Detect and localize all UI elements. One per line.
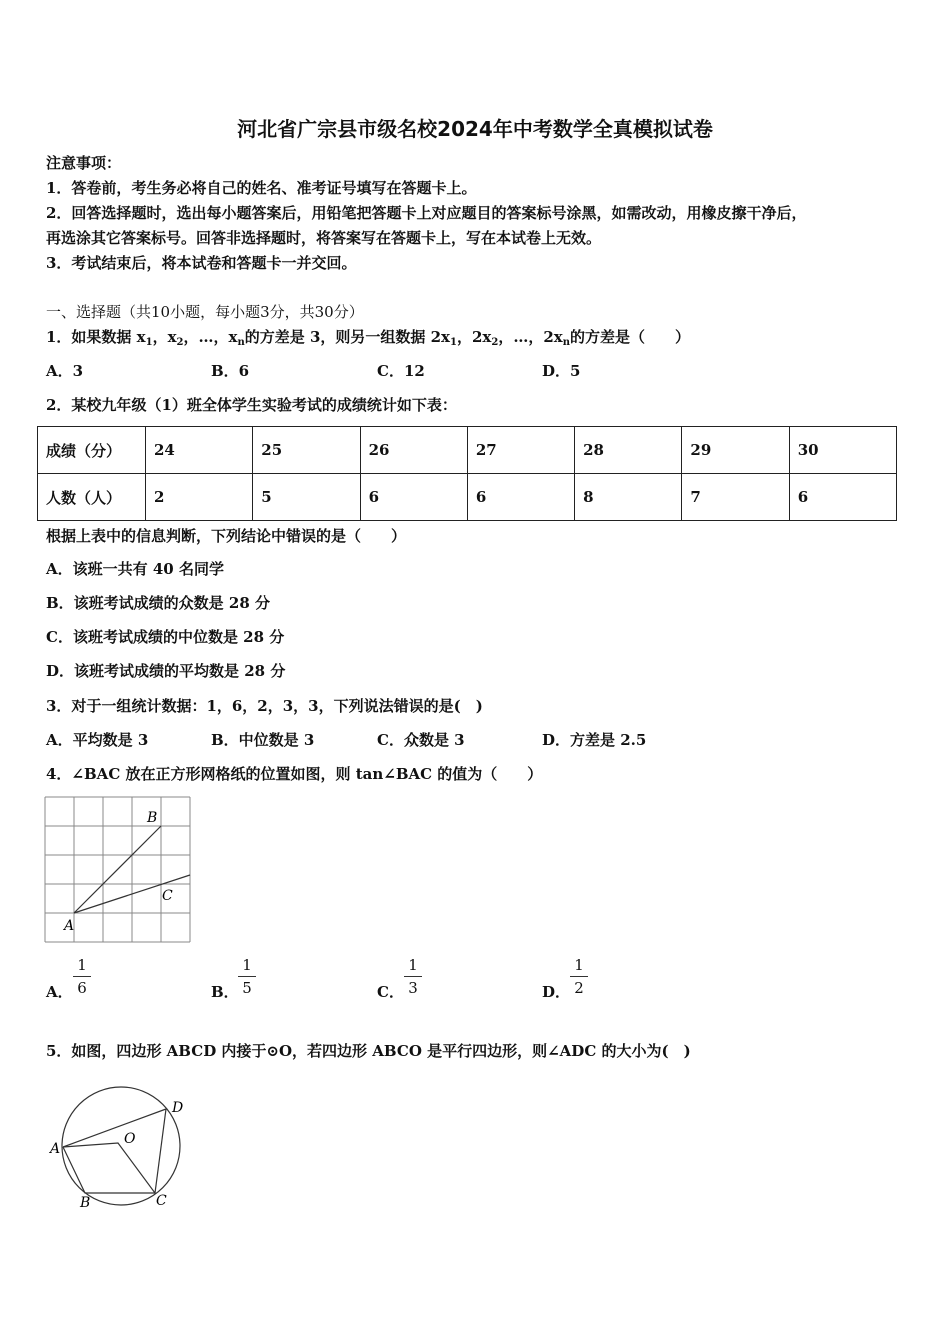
q1-option-b: B．6 bbox=[211, 362, 250, 380]
q4-option-b-label: B． bbox=[211, 983, 239, 1001]
q2-option-a: A．该班一共有 40 名同学 bbox=[46, 560, 224, 578]
q1-option-d: D．5 bbox=[542, 362, 581, 380]
q3-option-c: C．众数是 3 bbox=[377, 731, 465, 749]
note-2-line-2: 再选涂其它答案标号。回答非选择题时，将答案写在答题卡上，写在本试卷上无效。 bbox=[46, 229, 602, 247]
segment-dc bbox=[155, 1109, 166, 1193]
table-cell: 6 bbox=[789, 474, 896, 521]
q1-stem: 1．如果数据 $x_1$，$x_2$，…，$x_n$的方差是 3，则另一组数据 $2x_1$，$2x_2$，…，$2x_n$的方差是（ ） bbox=[46, 328, 691, 348]
table-cell: 2 bbox=[146, 474, 253, 521]
ray-ab bbox=[74, 826, 161, 913]
note-2-line-1: 2．回答选择题时，选出每小题答案后，用铅笔把答题卡上对应题目的答案标号涂黑，如需改动，用橡皮擦干净后， bbox=[46, 204, 807, 222]
q3-option-d: D．方差是 2.5 bbox=[542, 731, 647, 749]
note-1: 1．答卷前，考生务必将自己的姓名、准考证号填写在答题卡上。 bbox=[46, 179, 477, 197]
table-cell: 26 bbox=[360, 427, 467, 474]
note-3: 3．考试结束后，将本试卷和答题卡一并交回。 bbox=[46, 254, 357, 272]
table-cell: 6 bbox=[360, 474, 467, 521]
table-cell: 8 bbox=[575, 474, 682, 521]
notes-heading: 注意事项： bbox=[46, 154, 122, 172]
table-cell: 30 bbox=[789, 427, 896, 474]
table-cell: 27 bbox=[467, 427, 574, 474]
point-c-label: C bbox=[156, 1193, 167, 1209]
q2-option-c: C．该班考试成绩的中位数是 28 分 bbox=[46, 628, 285, 646]
table-cell: 成绩（分） bbox=[38, 427, 146, 474]
q4-stem: 4．∠BAC 放在正方形网格纸的位置如图，则 tan∠BAC 的值为（ ） bbox=[46, 765, 543, 783]
q2-stem: 2．某校九年级（1）班全体学生实验考试的成绩统计如下表： bbox=[46, 396, 457, 414]
table-row bbox=[38, 474, 897, 521]
table-cell: 25 bbox=[253, 427, 360, 474]
table-cell: 人数（人） bbox=[38, 474, 146, 521]
q1-option-c: C．12 bbox=[377, 362, 425, 380]
segment-ad bbox=[63, 1109, 166, 1147]
table-cell: 29 bbox=[682, 427, 789, 474]
point-c-label: C bbox=[162, 888, 173, 904]
circle-figure bbox=[46, 1085, 196, 1215]
q2-option-b: B．该班考试成绩的众数是 28 分 bbox=[46, 594, 270, 612]
score-table bbox=[37, 426, 897, 521]
point-b-label: B bbox=[80, 1195, 91, 1211]
page-title: 河北省广宗县市级名校2024年中考数学全真模拟试卷 bbox=[237, 117, 713, 141]
point-a-label: A bbox=[64, 918, 75, 934]
q3-option-b: B．中位数是 3 bbox=[211, 731, 315, 749]
q4-option-a-label: A． bbox=[46, 983, 73, 1001]
section-heading: 一、选择题（共10小题，每小题3分，共30分） bbox=[46, 303, 364, 321]
point-b-label: B bbox=[147, 810, 158, 826]
q3-stem: 3．对于一组统计数据：1，6，2，3，3，下列说法错误的是( ) bbox=[46, 697, 483, 715]
q4-option-c-label: C． bbox=[377, 983, 404, 1001]
table-cell: 28 bbox=[575, 427, 682, 474]
q4-option-c-fraction: 1 3 bbox=[401, 956, 425, 997]
grid-figure bbox=[44, 796, 192, 944]
q3-option-a: A．平均数是 3 bbox=[46, 731, 149, 749]
q4-option-d-fraction: 1 2 bbox=[567, 956, 591, 997]
table-cell: 5 bbox=[253, 474, 360, 521]
table-row bbox=[38, 427, 897, 474]
q4-option-d-label: D． bbox=[542, 983, 571, 1001]
point-a-label: A bbox=[50, 1141, 61, 1157]
q1-option-a: A．3 bbox=[46, 362, 84, 380]
q2-ask: 根据上表中的信息判断，下列结论中错误的是（ ） bbox=[46, 527, 407, 545]
point-d-label: D bbox=[172, 1100, 184, 1116]
q4-option-b-fraction: 1 5 bbox=[235, 956, 259, 997]
q4-option-a-fraction: 1 6 bbox=[70, 956, 94, 997]
point-o-label: O bbox=[124, 1131, 136, 1147]
q2-option-d: D．该班考试成绩的平均数是 28 分 bbox=[46, 662, 286, 680]
table-cell: 7 bbox=[682, 474, 789, 521]
table-cell: 24 bbox=[146, 427, 253, 474]
q5-stem: 5．如图，四边形 ABCD 内接于⊙O，若四边形 ABCO 是平行四边形，则∠ADC 的大小为( ) bbox=[46, 1042, 691, 1060]
table-cell: 6 bbox=[467, 474, 574, 521]
